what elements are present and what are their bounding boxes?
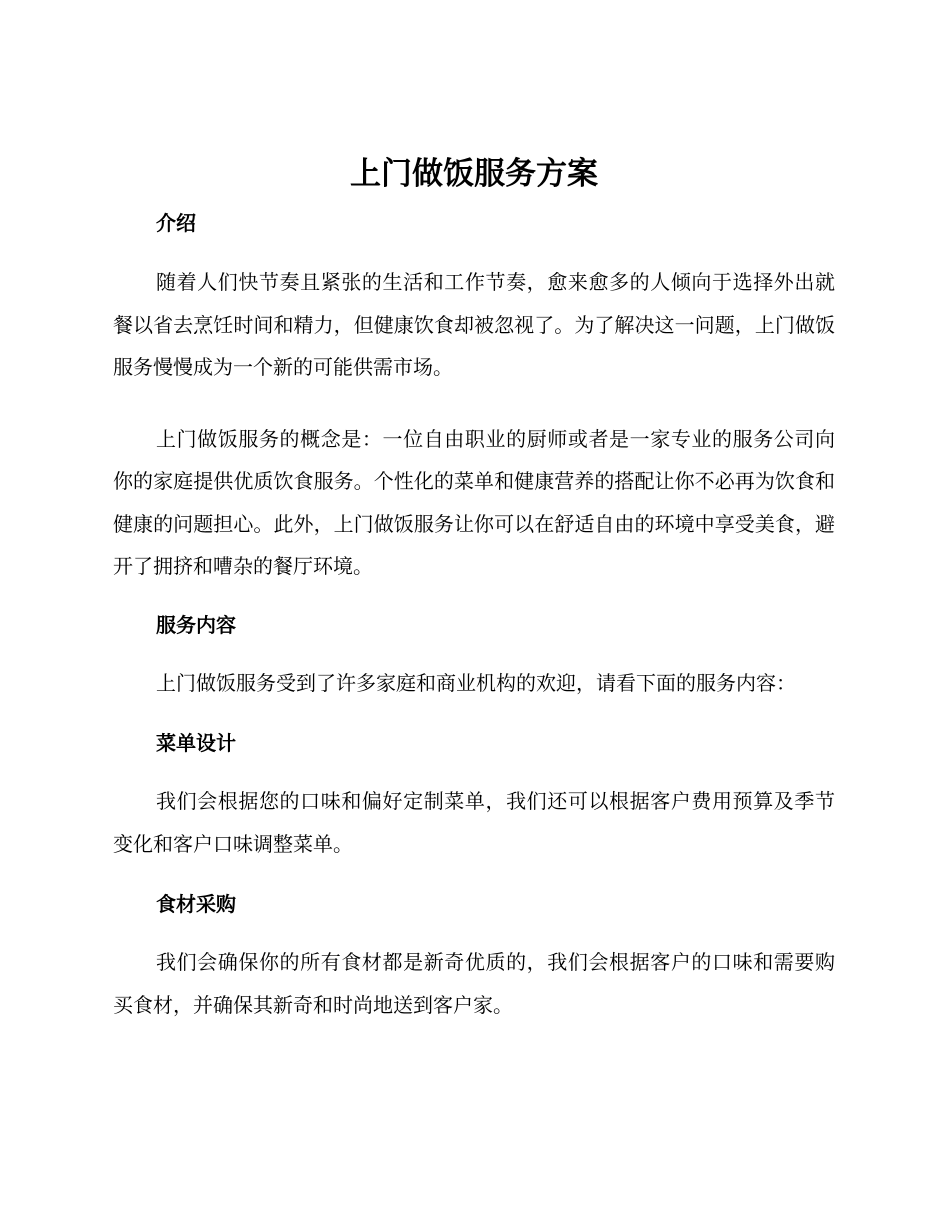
service-content-paragraph: 上门做饭服务受到了许多家庭和商业机构的欢迎，请看下面的服务内容： — [156, 670, 796, 695]
intro-paragraph-2: 上门做饭服务的概念是：一位自由职业的厨师或者是一家专业的服务公司向你的家庭提供优质饮食服务。个性化的菜单和健康营养的搭配让你不必再为饮食和健康的问题担心。此外，上门做饭服务让你可以在舒适自由的环境中享受美食，避开了拥挤和嘈杂的餐厅环境。 — [113, 426, 835, 578]
document-title: 上门做饭服务方案 — [350, 156, 598, 192]
section-heading-introduction: 介绍 — [156, 211, 196, 235]
section-heading-service-content: 服务内容 — [156, 612, 236, 637]
ingredient-purchasing-paragraph: 我们会确保你的所有食材都是新奇优质的，我们会根据客户的口味和需要购买食材，并确保其新奇和时尚地送到客户家。 — [113, 950, 835, 1017]
intro-paragraph-1: 随着人们快节奏且紧张的生活和工作节奏，愈来愈多的人倾向于选择外出就餐以省去烹饪时间和精力，但健康饮食却被忽视了。为了解决这一问题，上门做饭服务慢慢成为一个新的可能供需市场。 — [113, 270, 835, 379]
section-heading-ingredient-purchasing: 食材采购 — [156, 892, 236, 916]
section-heading-menu-design: 菜单设计 — [156, 731, 236, 755]
document-body — [113, 148, 835, 1026]
menu-design-paragraph: 我们会根据您的口味和偏好定制菜单，我们还可以根据客户费用预算及季节变化和客户口味调整菜单。 — [113, 789, 835, 856]
